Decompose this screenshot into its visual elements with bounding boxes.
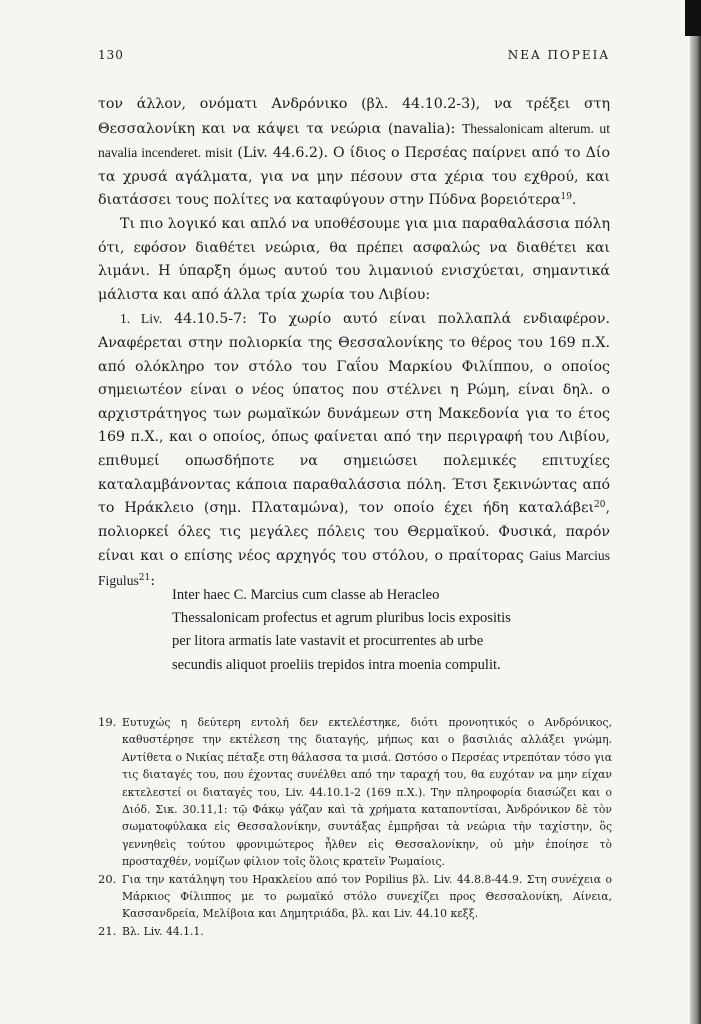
footnote-21: [98, 923, 612, 940]
footnote-number: 20.: [98, 871, 117, 886]
p1-text-b: (Liv. 44.6.2). Ο ίδιος ο Περσέας παίρνει από το Δίο τα χρυσά αγάλματα, για να μην πέσουν στα χέρια του εχθρού, και διατάσσει τους πολίτες να καταφύγουν στην Πύδνα βορειότερα: [98, 145, 610, 209]
page-number: 130: [98, 48, 124, 62]
p1-end: .: [571, 192, 577, 209]
footnote-ref-21[interactable]: 21: [138, 572, 151, 583]
p3-latin: Gaius Marcius Figulus: [98, 548, 610, 588]
paragraph-2: Τι πιο λογικό και απλό να υποθέσουμε για μια παραθαλάσσια πόλη ότι, εφόσον διαθέτει νεώρια, θα πρέπει ασφαλώς να διαθέτει και λιμάνι. Η ύπαρξη όμως αυτού του λιμανιού ενισχύεται, σημαντικά μάλιστα και από άλλα τρία χωρία του Λιβίου:: [98, 215, 610, 303]
quote-line: Thessalonicam profectus et agrum pluribus locis expositis: [172, 610, 511, 627]
p1-text-a: τον άλλον, ονόματι Ανδρόνικο (βλ. 44.10.2-3), να τρέξει στη Θεσσαλονίκη και να κάψει τα νεώρια (navalia):: [98, 96, 610, 137]
footnote-ref-19[interactable]: 19: [560, 192, 572, 203]
quote-line: secundis aliquot proeliis trepidos intra moenia compulit.: [172, 656, 501, 673]
binding-shadow: [690, 0, 701, 1024]
p3-lead: 1. Liv.: [120, 311, 163, 327]
footnotes: [98, 714, 612, 940]
paragraph-3: [98, 307, 610, 593]
paragraph-1: [98, 93, 610, 213]
footnote-text: Βλ. Liv. 44.1.1.: [122, 924, 204, 938]
footnote-20: [98, 871, 612, 923]
footnote-19: [98, 714, 612, 871]
scan-corner: [685, 0, 701, 36]
footnote-number: 21.: [98, 923, 117, 938]
main-text: [98, 93, 610, 593]
footnote-text: Ευτυχώς η δεύτερη εντολή δεν εκτελέστηκε, διότι προνοητικός ο Ανδρόνικος, καθυστέρησε την εκτέλεση της διαταγής, μήπως και ο βασιλιάς αλλάξει γνώμη. Αντίθετα ο Νικίας πέταξε στη θάλασσα τα μισά. Ωστόσο ο Περσέας ντρεπόταν τόσο για τις διαταγές του, που έχοντας συνέλθει από την ταραχή του, θα ευχόταν να μην είχαν εκτελεστεί οι διαταγές του, Liv. 44.10.1-2 (169 π.Χ.). Την πληροφορία διασώζει και ο Διόδ. Σικ. 30.11,1: τῷ Φάκῳ γάζαν καὶ τὰ χρήματα καταποντίσαι, Ἀνδρόνικον δὲ τὸν σωματοφύλακα εἰς Θεσσαλονίκην, συντάξας ἐμπρῆσαι τὰ νεώρια τὴν ταχίστην, ὃς γεννηθεὶς τούτου φρονιμώτερος ἦλθεν εἰς Θεσσαλονίκην, οὐ μὴν ἐποίησε τὸ προσταχθέν, νομίζων φίλιον τοῖς ὅλοις κρατεῖν Ῥωμαίοις.: [122, 716, 612, 869]
footnote-number: 19.: [98, 715, 117, 729]
p3-text-a: 44.10.5-7: Το χωρίο αυτό είναι πολλαπλά ενδιαφέρον. Αναφέρεται στην πολιορκία της Θεσσαλονίκης το θέρος του 169 π.Χ. από ολόκληρο τον στόλο του Γαΐου Μαρκίου Φιλίππου, ο οποίος σημειωτέον είναι ο νέος ύπατος που στέλνει η Ρώμη, είναι δηλ. ο αρχιστράτηγος των ρωμαϊκών δυνάμεων στη Μακεδονία για το έτος 169 π.Χ., και ο οποίος, όπως φαίνεται από την περιγραφή του Λιβίου, επιθυμεί οπωσδήποτε να σημειώσει πολεμικές επιτυχίες καταλαμβάνοντας κάποια παραθαλάσσια πόλη. Έτσι ξεκινώντας από το Ηράκλειο (σημ. Πλαταμώνα), τον οποίο έχει ήδη καταλάβει: [98, 311, 610, 517]
footnote-text: Για την κατάληψη του Ηρακλείου από τον Popilius βλ. Liv. 44.8.8-44.9. Στη συνέχεια ο Μάρκιος Φίλιππος με το ρωμαϊκό στόλο συνεχίζει προς Θεσσαλονίκη, Αίνεια, Κασσανδρεία, Μελίβοια και Δημητριάδα, βλ. και Liv. 44.10 κεξξ.: [122, 872, 612, 921]
footnote-ref-20[interactable]: 20: [594, 500, 606, 511]
latin-quote: [172, 584, 612, 677]
running-head: [98, 48, 610, 66]
quote-line: Inter haec C. Marcius cum classe ab Heracleo: [172, 587, 440, 603]
p3-end: :: [150, 572, 156, 589]
running-title: ΝΕΑ ΠΟΡΕΙΑ: [507, 48, 610, 62]
p3-text-b: , πολιορκεί όλες τις μεγάλες πόλεις του Θερμαϊκού. Φυσικά, παρόν είναι και ο επίσης νέος αρχηγός του στόλου, ο πραίτορας: [98, 500, 610, 565]
quote-line: per litora armatis late vastavit et procurrentes ab urbe: [172, 633, 484, 650]
p1-latin: Thessalonicam alterum. ut navalia incenderet. misit: [98, 120, 611, 161]
